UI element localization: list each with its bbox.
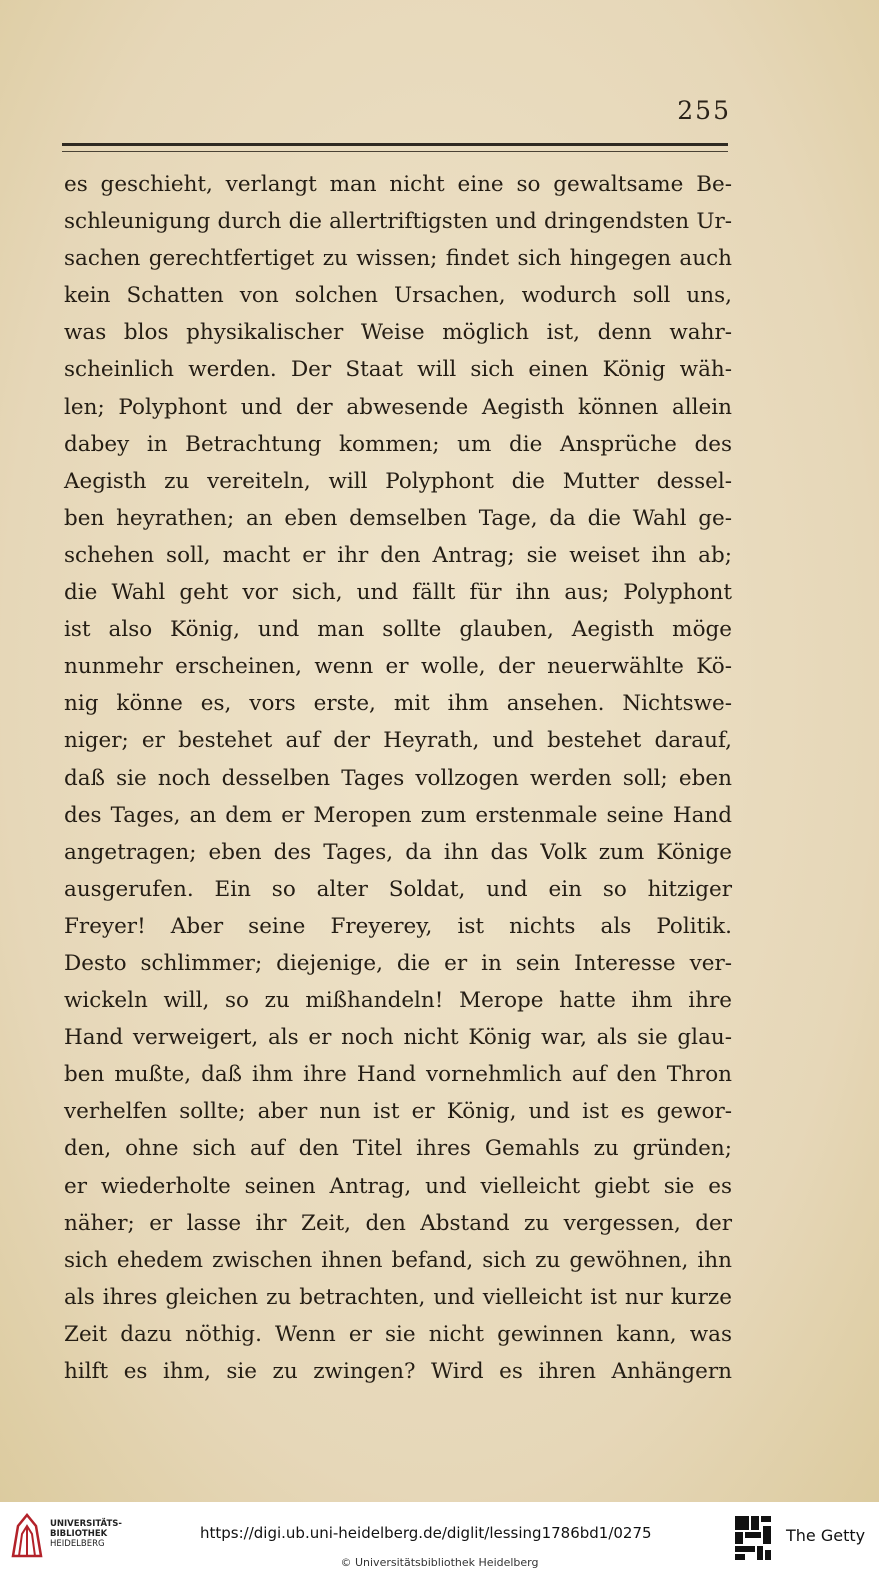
- text-line: ben heyrathen; an eben demselben Tage, da die Wahl ge-: [64, 505, 732, 531]
- text-line: schehen soll, macht er ihr den Antrag; sie weiset ihn ab;: [64, 542, 732, 568]
- header-rule-thin: [62, 151, 728, 152]
- text-line: die Wahl geht vor sich, und fällt für ihn aus; Polyphont: [64, 580, 732, 606]
- getty-logo-icon: [733, 1514, 773, 1562]
- text-line: hilft es ihm, sie zu zwingen? Wird es ihren Anhängern: [64, 1359, 732, 1384]
- text-line: scheinlich werden. Der Staat will sich einen König wäh-: [64, 357, 732, 383]
- text-line: schleunigung durch die allertriftigsten und dringendsten Ur-: [64, 209, 732, 235]
- library-name-line: BIBLIOTHEK: [50, 1529, 108, 1539]
- text-line: den, ohne sich auf den Titel ihres Gemahls zu gründen;: [64, 1136, 732, 1162]
- text-line: sich ehedem zwischen ihnen befand, sich zu gewöhnen, ihn: [64, 1247, 732, 1273]
- text-line: kein Schatten von solchen Ursachen, wodurch soll uns,: [64, 283, 732, 309]
- text-line: nunmehr erscheinen, wenn er wolle, der neuerwählte Kö-: [64, 654, 732, 680]
- text-line: daß sie noch desselben Tages vollzogen werden soll; eben: [64, 765, 732, 791]
- text-line: er wiederholte seinen Antrag, und vielleicht giebt sie es: [64, 1173, 732, 1199]
- library-name: [50, 1519, 122, 1549]
- text-line: Zeit dazu nöthig. Wenn er sie nicht gewinnen kann, was: [64, 1321, 732, 1347]
- partner-name: The Getty: [786, 1526, 866, 1545]
- copyright-notice: © Universitätsbibliothek Heidelberg: [340, 1556, 539, 1569]
- text-line: es geschieht, verlangt man nicht eine so gewaltsame Be-: [64, 172, 732, 197]
- text-line: ausgerufen. Ein so alter Soldat, und ein so hitziger: [64, 876, 732, 902]
- library-name-line: HEIDELBERG: [50, 1539, 105, 1549]
- text-line: dabey in Betrachtung kommen; um die Ansprüche des: [64, 431, 732, 457]
- text-line: Aegisth zu vereiteln, will Polyphont die Mutter dessel-: [64, 468, 732, 494]
- text-line: was blos physikalischer Weise möglich ist, denn wahr-: [64, 320, 732, 346]
- library-name-line: UNIVERSITÄTS-: [50, 1519, 122, 1529]
- text-line: Desto schlimmer; diejenige, die er in sein Interesse ver-: [64, 950, 732, 976]
- ub-heidelberg-logo-icon: [10, 1512, 44, 1558]
- text-line: verhelfen sollte; aber nun ist er König, und ist es gewor-: [64, 1099, 732, 1125]
- text-line: len; Polyphont und der abwesende Aegisth können allein: [64, 394, 732, 420]
- text-line: als ihres gleichen zu betrachten, und vielleicht ist nur kurze: [64, 1284, 732, 1310]
- text-line: näher; er lasse ihr Zeit, den Abstand zu vergessen, der: [64, 1210, 732, 1236]
- text-line: ist also König, und man sollte glauben, Aegisth möge: [64, 617, 732, 643]
- text-line: sachen gerechtfertiget zu wissen; findet sich hingegen auch: [64, 246, 732, 272]
- text-line: ben mußte, daß ihm ihre Hand vornehmlich auf den Thron: [64, 1062, 732, 1088]
- text-line: Hand verweigert, als er noch nicht König war, als sie glau-: [64, 1025, 732, 1051]
- text-line: angetragen; eben des Tages, da ihn das Volk zum Könige: [64, 839, 732, 865]
- header-rule: [62, 143, 728, 146]
- text-line: Freyer! Aber seine Freyerey, ist nichts als Politik.: [64, 913, 732, 939]
- text-line: wickeln will, so zu mißhandeln! Merope hatte ihm ihre: [64, 988, 732, 1014]
- page-number: 255: [677, 96, 731, 125]
- body-text: [64, 166, 732, 1390]
- text-line: niger; er bestehet auf der Heyrath, und bestehet darauf,: [64, 728, 732, 754]
- permalink-url[interactable]: https://digi.ub.uni-heidelberg.de/diglit/lessing1786bd1/0275: [200, 1524, 652, 1542]
- text-line: des Tages, an dem er Meropen zum erstenmale seine Hand: [64, 802, 732, 828]
- text-line: nig könne es, vors erste, mit ihm ansehen. Nichtswe-: [64, 691, 732, 717]
